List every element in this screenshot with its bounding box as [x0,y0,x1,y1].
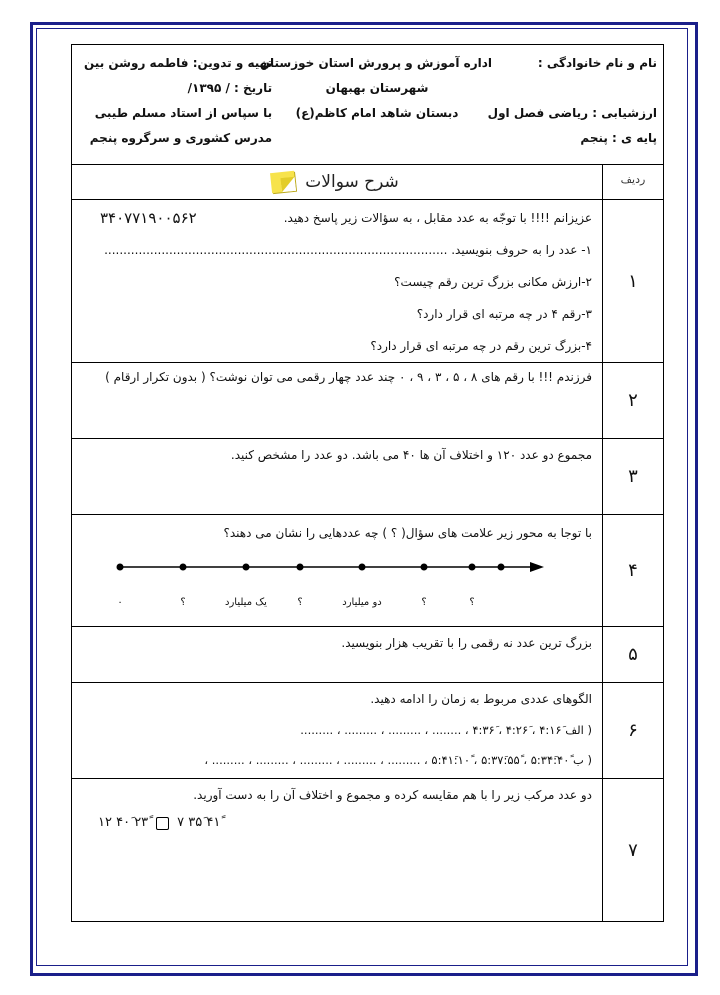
questions-table [71,164,664,922]
question-body [72,627,603,683]
question-body [72,515,603,627]
sub-question: ۳-رقم ۴ در چه مرتبه ای قرار دارد؟ [416,307,592,321]
compare-box[interactable] [156,817,169,830]
question-number: ۷ [603,779,664,922]
pattern-b: ( ب ۵:۳۴َ:۴۰ً ، ۵:۳۷َ:۵۵ً ، ۵:۴۱َ:۱۰ً ، ......... ، ......... ، ......... ، ......... ، ......... ، [204,753,592,767]
question-number: ۶ [603,683,664,779]
title-cell [72,165,603,200]
compare-left-number: ۱۲ ۴۰َ ۲۳ً [98,815,149,830]
school-name: دبستان شاهد امام کاظم(ع) [295,106,459,120]
exam-sheet [71,44,664,912]
question-number: ۱ [603,200,664,363]
question-text: بزرگ ترین عدد نه رقمی را با تقریب هزار بنویسید. [341,636,592,650]
question-intro: عزیزانم !!!! با توجّه به عدد مقابل ، به سؤالات زیر پاسخ دهید. [283,211,592,225]
question-row [72,200,664,363]
question-body [72,200,603,363]
axis-arrow [530,562,544,572]
question-text: فرزندم !!! با رقم های ۸ ، ۵ ، ۳ ، ۹ ، ۰ چند عدد چهار رقمی می توان نوشت؟ ( بدون تکرار ارقام ) [105,370,592,384]
exam-header [71,44,664,164]
axis-label: ؟ [469,597,475,608]
author-name: تهیه و تدوین: فاطمه روشن بین [84,56,273,70]
axis-point [469,564,476,571]
axis-point [243,564,250,571]
name-label: نام و نام خانوادگی : [537,56,657,70]
pattern-a: ( الف ۴:۱۶َ ، ۴:۲۶َ ، ۴:۳۶َ ، ........ ، ......... ، ......... ، ......... [300,723,592,737]
grade-label: پایه ی : پنجم [580,131,657,145]
axis-label: ؟ [180,597,186,608]
sticky-note-icon [270,171,296,193]
number-line-axis [78,553,598,593]
question-text: مجموع دو عدد ۱۲۰ و اختلاف آن ها ۴۰ می باشد. دو عدد را مشخص کنید. [230,448,592,462]
compare-right-number: ۷ ۳۵َ ۴۱ً [177,815,221,830]
question-row [72,627,664,683]
question-text: الگوهای عددی مربوط به زمان را ادامه دهید. [370,692,592,706]
exam-date: تاریخ : / ۱۳۹۵/ [187,81,273,95]
axis-label: ؟ [421,597,427,608]
question-body [72,683,603,779]
question-number: ۳ [603,439,664,515]
axis-point [359,564,366,571]
number-line [78,553,592,609]
school-info [259,51,492,126]
question-number: ۴ [603,515,664,627]
axis-point [117,564,124,571]
question-number: ۵ [603,627,664,683]
teacher-title: مدرس کشوری و سرگروه پنجم [89,131,273,145]
axis-point [421,564,428,571]
question-body [72,779,603,922]
axis-label: ؟ [297,597,303,608]
question-row [72,683,664,779]
department-title: اداره آموزش و پرورش استان خوزستان [259,56,492,70]
table-title: شرح سوالات [305,172,399,192]
question-row [72,515,664,627]
thanks-note: با سپاس از استاد مسلم طیبی [94,106,273,120]
sub-question: ۴-بزرگ ترین رقم در چه مرتبه ای قرار دارد؟ [370,339,592,353]
sub-question: ۲-ارزش مکانی بزرگ ترین رقم چیست؟ [394,275,592,289]
question-row [72,439,664,515]
table-header-row [72,165,664,200]
student-info [488,51,657,151]
evaluation-label: ارزشیابی : ریاضی فصل اول [487,106,657,120]
question-text: دو عدد مرکب زیر را با هم مقایسه کرده و مجموع و اختلاف آن را به دست آورید. [193,788,592,802]
question-body [72,439,603,515]
given-number: ۳۴۰۷۷۱۹۰۰۵۶۲ [100,209,197,227]
author-info [84,51,272,151]
sub-question: ۱- عدد را به حروف بنویسید. .......................................................................................... [104,243,592,257]
axis-label: دو میلیارد [342,597,382,608]
question-text: با توجا به محور زیر علامت های سؤال( ؟ ) چه عددهایی را نشان می دهند؟ [223,526,592,540]
row-column-header: ردیف [603,165,664,200]
comparison [78,807,592,839]
city-name: شهرستان بهبهان [325,81,429,95]
question-row [72,779,664,922]
axis-point [498,564,505,571]
question-body [72,363,603,439]
axis-label: ۰ [117,597,123,608]
question-number: ۲ [603,363,664,439]
axis-point [297,564,304,571]
question-row [72,363,664,439]
axis-point [180,564,187,571]
axis-label: یک میلیارد [225,597,267,608]
